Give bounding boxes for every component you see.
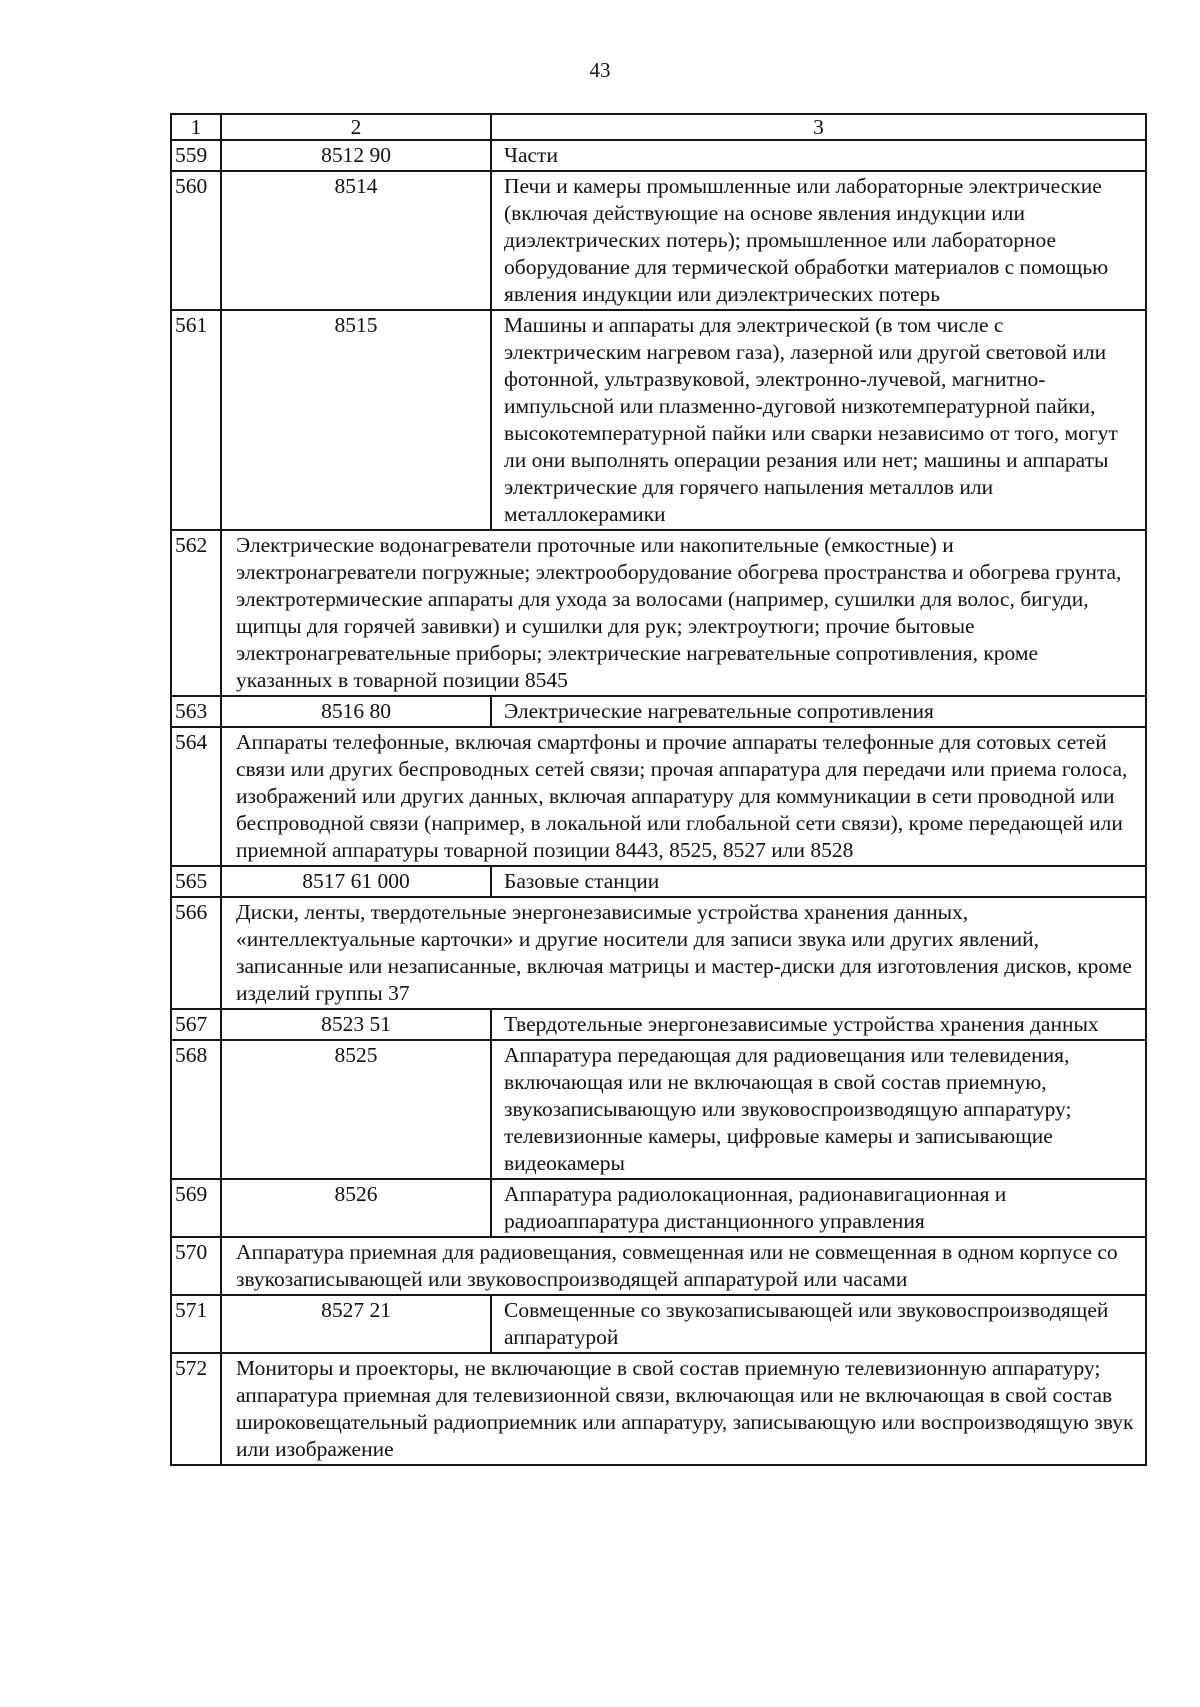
row-description: Аппаратура радиолокационная, радионавигационная и радиоаппаратура дистанционного управления [491,1179,1146,1237]
table-row [171,1295,1146,1353]
goods-table [170,113,1147,1466]
row-number: 559 [171,140,221,171]
table-row [171,866,1146,897]
row-code: 8512 90 [221,140,491,171]
row-code: 8527 21 [221,1295,491,1353]
row-code: 8526 [221,1179,491,1237]
table-row [171,727,1146,866]
row-number: 565 [171,866,221,897]
row-description: Части [491,140,1146,171]
table-row [171,1179,1146,1237]
row-number: 571 [171,1295,221,1353]
row-code: 8525 [221,1040,491,1179]
table-row [171,1040,1146,1179]
row-description: Твердотельные энергонезависимые устройства хранения данных [491,1009,1146,1040]
table-row [171,1009,1146,1040]
row-number: 569 [171,1179,221,1237]
table-row [171,1353,1146,1465]
row-description: Машины и аппараты для электрической (в том числе с электрическим нагревом газа), лазерной или другой световой или фотонной, ультразвуковой, электронно-лучевой, магнитно-импульсной или плазменно-дуговой низкотемпературной пайки, высокотемпературной пайки или сварки независимо от того, могут ли они выполнять операции резания или нет; машины и аппараты электрические для горячего напыления металлов или металлокерамики [491,310,1146,530]
row-code: 8516 80 [221,696,491,727]
table-header-row [171,114,1146,140]
table-row [171,696,1146,727]
row-number: 572 [171,1353,221,1465]
row-description-wide: Аппараты телефонные, включая смартфоны и прочие аппараты телефонные для сотовых сетей связи или других беспроводных сетей связи; прочая аппаратура для передачи или приема голоса, изображений или других данных, включая аппаратуру для коммуникации в сети проводной или беспроводной связи (например, в локальной или глобальной сети связи), кроме передающей или приемной аппаратуры товарной позиции 8443, 8525, 8527 или 8528 [221,727,1146,866]
row-number: 570 [171,1237,221,1295]
row-number: 568 [171,1040,221,1179]
row-code: 8514 [221,171,491,310]
row-description: Электрические нагревательные сопротивления [491,696,1146,727]
row-description-wide: Электрические водонагреватели проточные или накопительные (емкостные) и электронагреватели погружные; электрооборудование обогрева пространства и обогрева грунта, электротермические аппараты для ухода за волосами (например, сушилки для волос, бигуди, щипцы для горячей завивки) и сушилки для рук; электроутюги; прочие бытовые электронагревательные приборы; электрические нагревательные сопротивления, кроме указанных в товарной позиции 8545 [221,530,1146,696]
table-row [171,1237,1146,1295]
row-description: Базовые станции [491,866,1146,897]
row-number: 562 [171,530,221,696]
page-number: 43 [589,58,611,82]
table-row [171,310,1146,530]
header-cell-code: 2 [221,114,491,140]
row-number: 560 [171,171,221,310]
row-description: Печи и камеры промышленные или лабораторные электрические (включая действующие на основе явления индукции или диэлектрических потерь); промышленное или лабораторное оборудование для термической обработки материалов с помощью явления индукции или диэлектрических потерь [491,171,1146,310]
row-number: 564 [171,727,221,866]
row-number: 566 [171,897,221,1009]
row-description-wide: Аппаратура приемная для радиовещания, совмещенная или не совмещенная в одном корпусе со звукозаписывающей или звуковоспроизводящей аппаратурой или часами [221,1237,1146,1295]
row-description: Совмещенные со звукозаписывающей или звуковоспроизводящей аппаратурой [491,1295,1146,1353]
row-number: 561 [171,310,221,530]
row-number: 563 [171,696,221,727]
row-code: 8517 61 000 [221,866,491,897]
row-description-wide: Мониторы и проекторы, не включающие в свой состав приемную телевизионную аппаратуру; аппаратура приемная для телевизионной связи, включающая или не включающая в свой состав широковещательный радиоприемник или аппаратуру, записывающую или воспроизводящую звук или изображение [221,1353,1146,1465]
row-code: 8523 51 [221,1009,491,1040]
header-cell-number: 1 [171,114,221,140]
table-row [171,171,1146,310]
table-row [171,897,1146,1009]
row-number: 567 [171,1009,221,1040]
table-row [171,140,1146,171]
row-description: Аппаратура передающая для радиовещания или телевидения, включающая или не включающая в свой состав приемную, звукозаписывающую или звуковоспроизводящую аппаратуру; телевизионные камеры, цифровые камеры и записывающие видеокамеры [491,1040,1146,1179]
header-cell-description: 3 [491,114,1146,140]
table-row [171,530,1146,696]
row-code: 8515 [221,310,491,530]
row-description-wide: Диски, ленты, твердотельные энергонезависимые устройства хранения данных, «интеллектуальные карточки» и другие носители для записи звука или других явлений, записанные или незаписанные, включая матрицы и мастер-диски для изготовления дисков, кроме изделий группы 37 [221,897,1146,1009]
goods-table-body [171,114,1146,1465]
